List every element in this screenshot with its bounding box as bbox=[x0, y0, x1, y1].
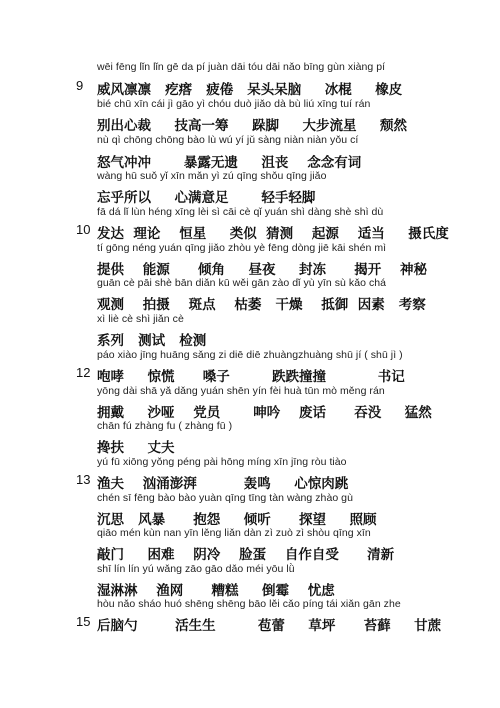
hanzi-line: 系列 测试 检测 bbox=[97, 333, 207, 349]
pinyin-line: qiāo mén kùn nan yīn lěng liǎn dàn zì zuò zì shòu qīng xīn bbox=[97, 527, 371, 539]
pinyin-line: bié chū xīn cái jì gāo yì chóu duò jiǎo dà bù liú xīng tuí rán bbox=[97, 98, 371, 110]
pinyin-line: shī lín lín yú wǎng zāo gāo dǎo méi yōu lǜ bbox=[97, 563, 295, 575]
pinyin-line: páo xiào jīng huāng sǎng zi diē diē zhuàngzhuàng shū jí ( shū jì ) bbox=[97, 349, 403, 361]
hanzi-line: 怒气冲冲 暴露无遗 沮丧 念念有词 bbox=[97, 155, 362, 171]
hanzi-line: 威风凛凛 疙瘩 疲倦 呆头呆脑 冰棍 橡皮 bbox=[97, 82, 403, 98]
hanzi-line: 忘乎所以 心满意足 轻手轻脚 bbox=[97, 190, 316, 206]
hanzi-line: 渔夫 汹涌澎湃 轰鸣 心惊肉跳 bbox=[97, 476, 349, 492]
pinyin-line: yōng dài shā yǎ dǎng yuán shēn yín fèi huà tūn mò měng rán bbox=[97, 385, 385, 397]
hanzi-line: 拥戴 沙哑 党员 呻吟 废话 吞没 猛然 bbox=[97, 405, 432, 421]
hanzi-line: 湿淋淋 渔网 糟糕 倒霉 忧虑 bbox=[97, 583, 335, 599]
pinyin-line: wàng hū suǒ yǐ xīn mǎn yì zú qīng shǒu qīng jiǎo bbox=[97, 170, 327, 182]
pinyin-line: wēi fēng lǐn lǐn gē da pí juàn dāi tóu dāi nǎo bīng gùn xiàng pí bbox=[97, 61, 386, 73]
hanzi-line: 咆哮 惊慌 嗓子 跌跌撞撞 书记 bbox=[97, 369, 405, 385]
pinyin-line: nù qì chōng chōng bào lù wú yí jǔ sàng niàn niàn yǒu cí bbox=[97, 134, 359, 146]
hanzi-line: 观测 拍摄 斑点 枯萎 干燥 抵御 因素 考察 bbox=[97, 297, 426, 313]
pinyin-line: yú fū xiōng yǒng péng pài hōng míng xīn jīng ròu tiào bbox=[97, 456, 347, 468]
lesson-number: 12 bbox=[76, 365, 91, 380]
lesson-number: 13 bbox=[76, 472, 91, 487]
hanzi-line: 搀扶 丈夫 bbox=[97, 440, 175, 456]
hanzi-line: 沉思 风暴 抱怨 倾听 探望 照顾 bbox=[97, 512, 377, 528]
pinyin-line: xì liè cè shì jiǎn cè bbox=[97, 313, 184, 325]
pinyin-line: tí gōng néng yuán qīng jiǎo zhòu yè fēng dòng jiē kāi shén mì bbox=[97, 242, 387, 254]
hanzi-line: 别出心裁 技高一筹 跺脚 大步流星 颓然 bbox=[97, 118, 407, 134]
lesson-number: 9 bbox=[76, 78, 84, 93]
hanzi-line: 后脑勺 活生生 苞蕾 草坪 苔藓 甘蔗 bbox=[97, 618, 442, 634]
hanzi-line: 发达 理论 恒星 类似 猜测 起源 适当 摄氏度 bbox=[97, 226, 449, 242]
lesson-number: 15 bbox=[76, 614, 91, 629]
hanzi-line: 提供 能源 倾角 昼夜 封冻 揭开 神秘 bbox=[97, 262, 427, 278]
pinyin-line: chān fú zhàng fu ( zhàng fū ) bbox=[97, 420, 233, 432]
pinyin-line: chén sī fēng bào bào yuàn qīng tīng tàn wàng zhào gù bbox=[97, 492, 353, 504]
pinyin-line: fā dá lǐ lùn héng xīng lèi sì cāi cè qǐ yuán shì dàng shè shì dù bbox=[97, 206, 384, 218]
pinyin-line: guān cè pāi shè bān diǎn kū wěi gān zào dǐ yù yīn sù kǎo chá bbox=[97, 277, 387, 289]
hanzi-line: 敲门 困难 阴冷 脸蛋 自作自受 清新 bbox=[97, 547, 395, 563]
lesson-number: 10 bbox=[76, 222, 91, 237]
pinyin-line: hòu nǎo sháo huó shēng shēng bāo lěi cǎo píng tái xiǎn gān zhe bbox=[97, 598, 401, 610]
